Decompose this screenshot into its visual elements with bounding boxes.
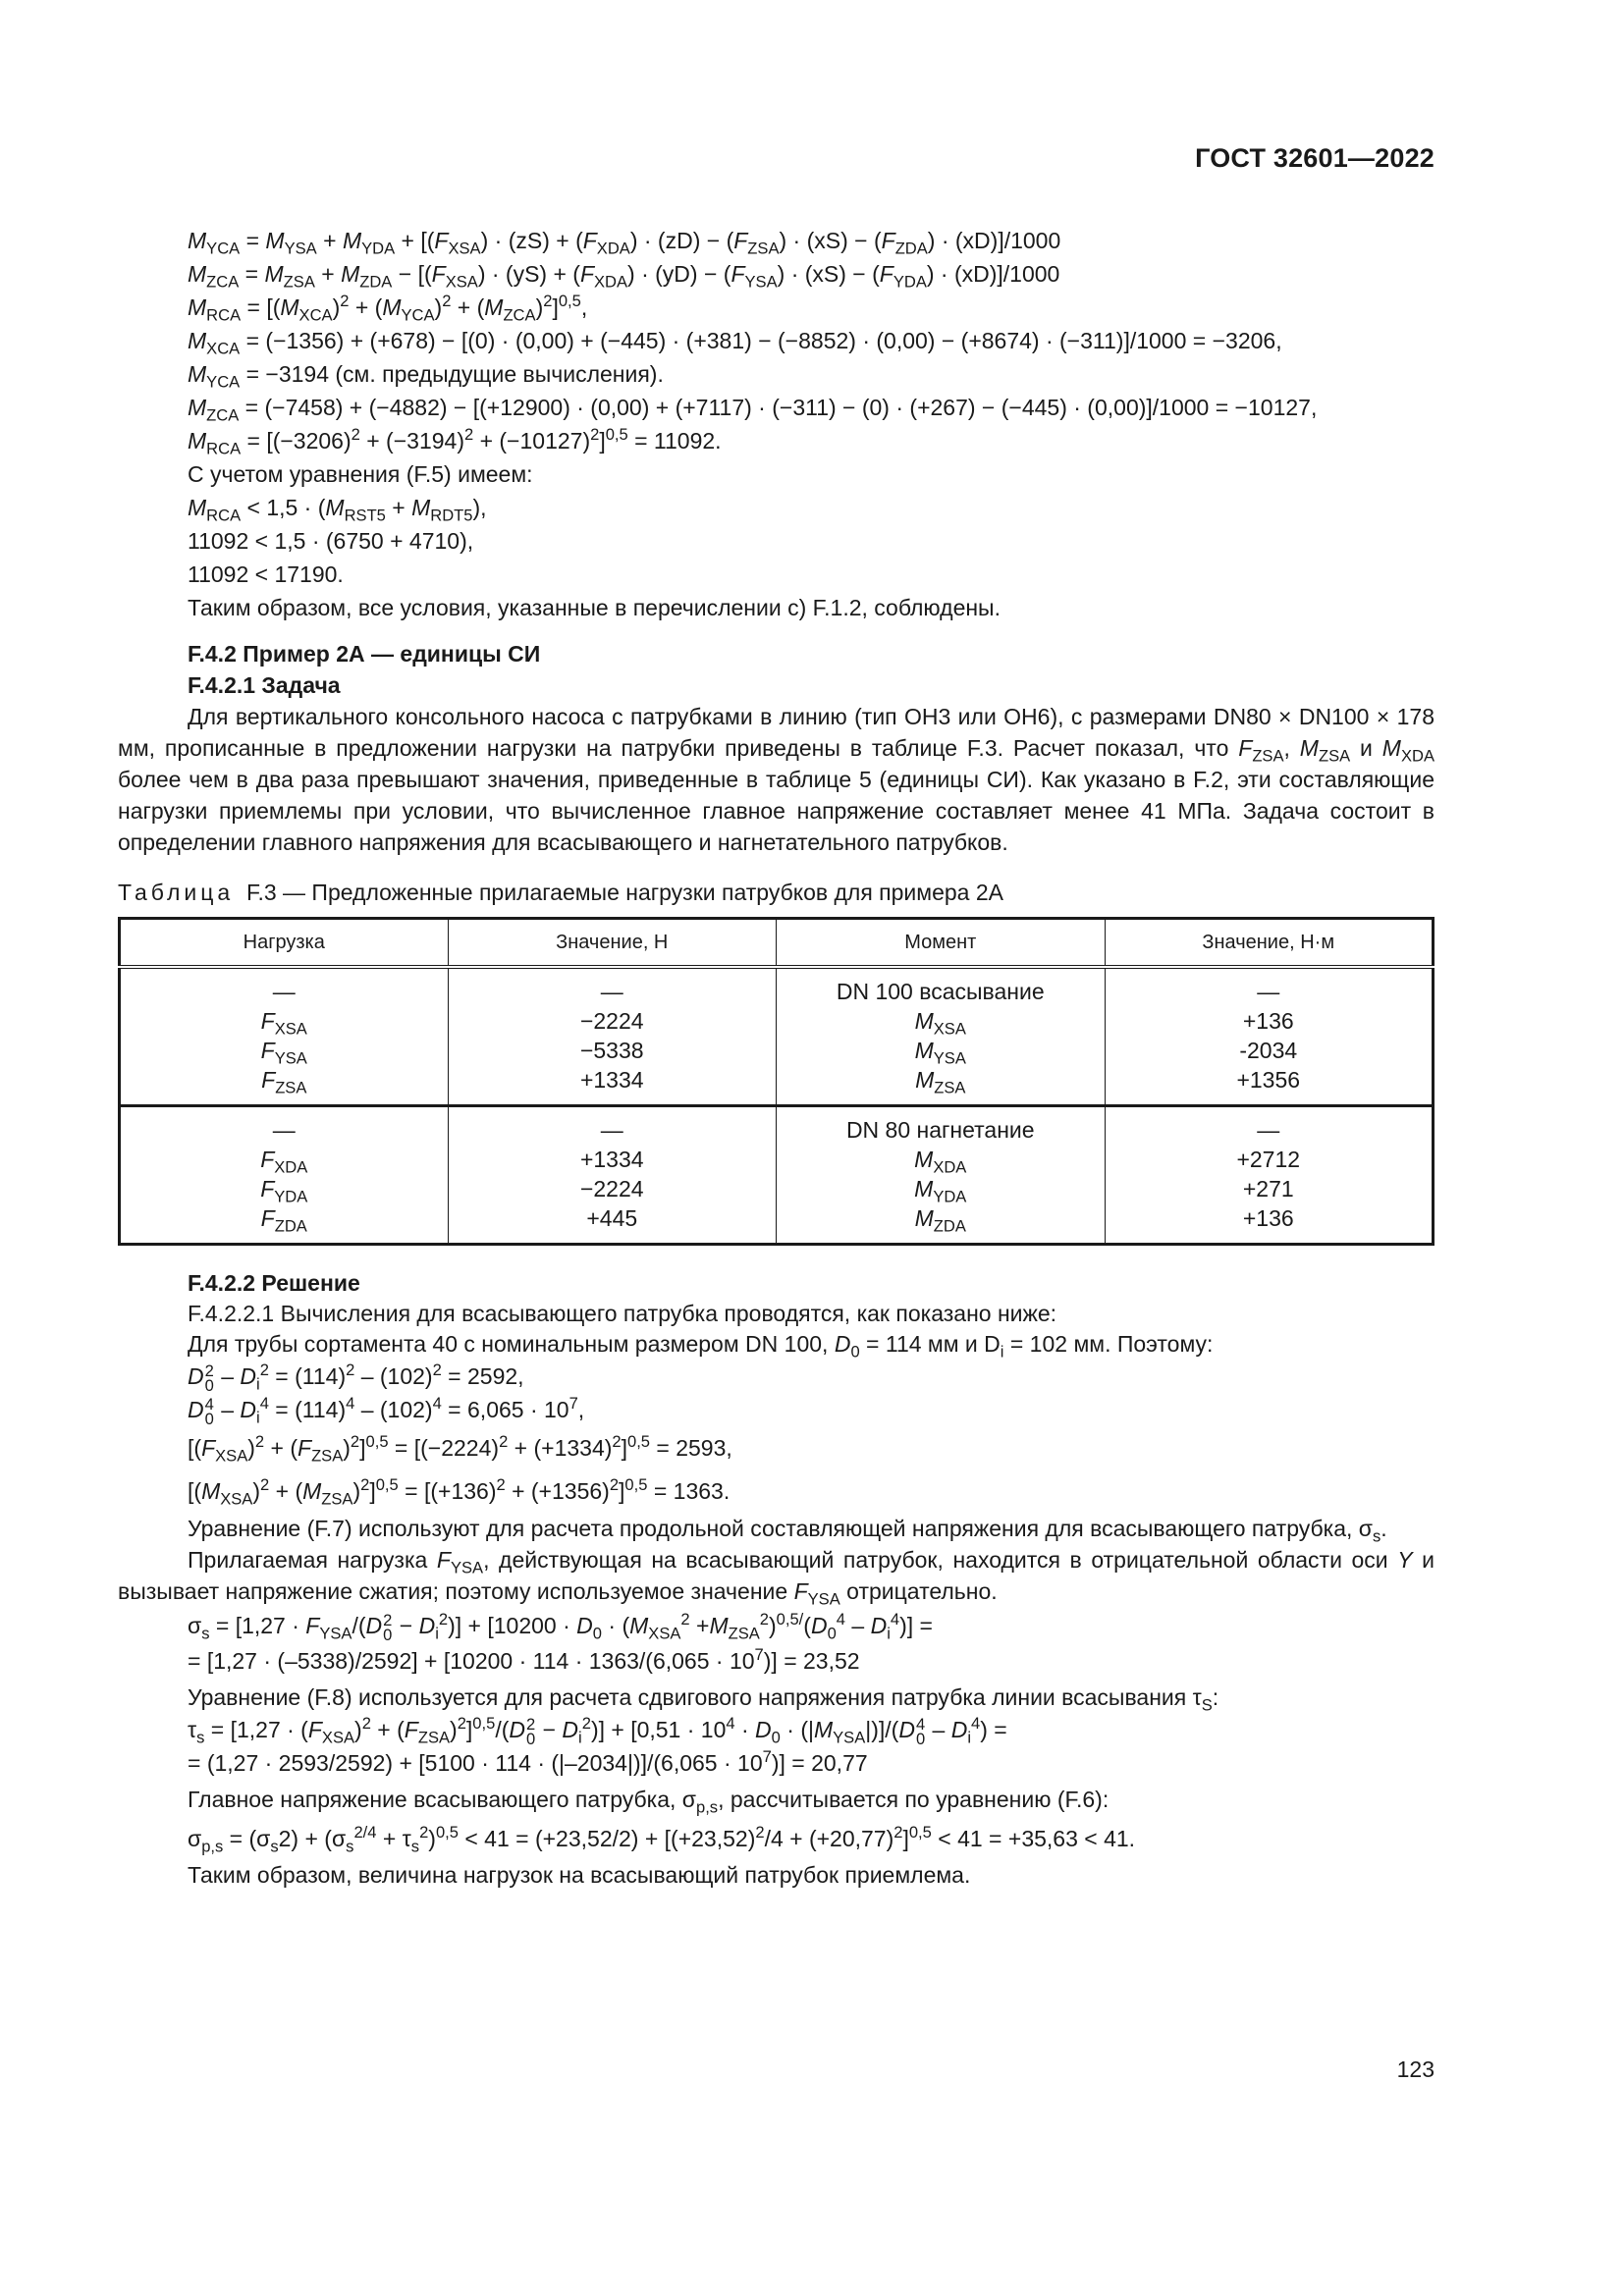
tau-s-result: = $(1,27 \cdot 2593/2592) + [5100 \cdot 114 \cdot (|-2034|)]/(6,065 \cdot 10^7)] = 20,77$ — [188, 1746, 868, 1776]
column-header-value-nm: Значение, Н·м — [1105, 919, 1434, 968]
table-row — [120, 967, 1434, 1106]
page-number: 123 — [1396, 2056, 1435, 2082]
solution-intro: F.4.2.2.1 Вычисления для всасывающего патрубка проводятся, как показано ниже: — [188, 1301, 1057, 1326]
section-heading-f42: F.4.2 Пример 2А — единицы СИ — [188, 641, 541, 667]
calc-mrca: $M_{RCA} = [(-3206)^2 + (-3194)^2 + (-10127)^2]^{0,5} = 11092$. — [188, 424, 722, 458]
loads-table — [118, 917, 1435, 1246]
main-stress-formula: $\sigma_{p,s} = (\sigma_s2) + (\sigma_s^{2/4} + \tau_s^2)^{0,5} < 41 = (+23,52/2) + [(+23,52)^2/4 + (+20,77)^2]^{0,5} < 41 = +35,63 < 41$. — [188, 1822, 1136, 1856]
moment-values: — +2712 +271 +136 — [1105, 1106, 1434, 1245]
calc-mxca: $M_{XCA} = (-1356) + (+678) - [(0) \cdot (0,00) + (-445) \cdot (+381) - (-8852) \cdot (0,00) - (+8674) \cdot (-311)]/1000 = -3206$, — [188, 328, 1282, 358]
column-header-value-n: Значение, Н — [448, 919, 777, 968]
calc-myca: $M_{YCA} = -3194$ (см. предыдущие вычисления). — [188, 361, 664, 392]
inequality-3: 11092 < 17190. — [188, 561, 344, 587]
table-row — [120, 1106, 1434, 1245]
eq-f7-paragraph: Уравнение (F.7) используют для расчета продольной составляющей напряжения для всасывающего патрубка, $\sigma_s$. — [188, 1516, 1387, 1546]
text-uchetom: С учетом уравнения (F.5) имеем: — [188, 461, 533, 487]
inequality-1: $M_{RCA} < 1,5 \cdot (M_{RST5} + M_{RDT5})$, — [188, 495, 487, 525]
load-values: — −2224 −5338 +1334 — [448, 967, 777, 1106]
calc-d4: D 4 0 – $D_i^4 = (114)^4 - (102)^4 = 6,065 \cdot 10^7$, — [188, 1393, 585, 1429]
pipe-dims: Для трубы сортамента 40 с номинальным размером DN 100, $D_0 = 114$ мм и $D_i = 102$ мм. Поэтому: — [188, 1331, 1214, 1362]
calc-fxz: $[(F_{XSA})^2 + (F_{ZSA})^2]^{0,5} = [(-2224)^2 + (+1334)^2]^{0,5} = 2593$, — [188, 1431, 732, 1466]
sigma-s-formula: $\sigma_s = [1,27 \cdot F_{YSA}/(D$ 2 0 − $D_i^2)] + [10200 \cdot D_0 \cdot (M_{XSA}^2 +M_{ZSA}^2)^{0,5/}(D_0^4 - D_i^4)]$ = — [188, 1609, 933, 1645]
calc-mzca: $M_{ZCA} = (-7458) + (-4882) - [(+12900) \cdot (0,00) + (+7117) \cdot (-311) - (0) \cdot (+267) - (-445) \cdot (0,00)]/1000 = -10127$, — [188, 395, 1318, 425]
column-header-load: Нагрузка — [120, 919, 449, 968]
section-heading-f421: F.4.2.1 Задача — [188, 672, 341, 698]
page-content — [118, 224, 1435, 1892]
column-header-moment: Момент — [777, 919, 1106, 968]
formula-mzca: $M_{ZCA} = M_{ZSA} + M_{ZDA} - [(F_{XSA}) \cdot (yS) + (F_{XDA}) \cdot (yD) - (F_{YSA}) \cdot (xS) - (F_{YDA}) \cdot (xD)]/1000$ — [188, 261, 1060, 292]
load-values: — +1334 −2224 +445 — [448, 1106, 777, 1245]
load-paragraph: Прилагаемая нагрузка $F_{YSA}$, действующая на всасывающий патрубок, находится в отрицательной области оси Y и вызывает напряжение сжатия; поэтому используемое значение $F_{YSA}$ отрицательно. — [118, 1547, 1435, 1609]
section-heading-f422: F.4.2.2 Решение — [188, 1270, 360, 1296]
load-names: — $F_{XDA}$ $F_{YDA}$ $F_{ZDA}$ — [120, 1106, 449, 1245]
moment-names: DN 80 нагнетание $M_{XDA}$ $M_{YDA}$ $M_{ZDA}$ — [777, 1106, 1106, 1245]
formula-mrca: $M_{RCA} = [(M_{XCA})^2 + (M_{YCA})^2 + (M_{ZCA})^2]^{0,5}$, — [188, 291, 588, 325]
inequality-2: 11092 < 1,5 · (6750 + 4710), — [188, 528, 474, 554]
conclusion-1: Таким образом, все условия, указанные в перечислении с) F.1.2, соблюдены. — [188, 595, 1001, 620]
moment-values: — +136 -2034 +1356 — [1105, 967, 1434, 1106]
load-names: — $F_{XSA}$ $F_{YSA}$ $F_{ZSA}$ — [120, 967, 449, 1106]
sigma-s-result: = $[1,27 \cdot (-5338)/2592] + [10200 \cdot 114 \cdot 1363/(6,065 \cdot 10^7)] = 23,52$ — [188, 1644, 860, 1674]
conclusion-2: Таким образом, величина нагрузок на всасывающий патрубок приемлема. — [188, 1862, 971, 1888]
task-paragraph: Для вертикального консольного насоса с патрубками в линию (тип ОН3 или ОН6), с размерами DN80 × DN100 × 178 мм, прописанные в предложении нагрузки на патрубки приведены в таблице F.3. Расчет показал, что $F_{ZSA}$, $M_{ZSA}$ и $M_{XDA}$ более чем в два раза превышают значения, приведенные в таблице 5 (единицы СИ). Как указано в F.2, эти составляющие нагрузки приемлемы при условии, что вычисленное главное напряжение составляет менее 41 МПа. Задача состоит в определении главного напряжения для всасывающего и нагнетательного патрубков. — [118, 704, 1435, 855]
document-code: ГОСТ 32601—2022 — [1195, 143, 1435, 173]
moment-names: DN 100 всасывание $M_{XSA}$ $M_{YSA}$ $M_{ZSA}$ — [777, 967, 1106, 1106]
tau-s-formula: $\tau_s = [1,27 \cdot (F_{XSA})^2 + (F_{ZSA})^2]^{0,5}/(D$ 2 0 − $D_i^2)] + [0,51 \cdot 10^4 \cdot D_0 \cdot (|M_{YSA}|)]/(D$ 4 0 – $D_i^4$) = — [188, 1713, 1007, 1749]
formula-myca: $M_{YCA} = M_{YSA} + M_{YDA} + [(F_{XSA}) \cdot (zS) + (F_{XDA}) \cdot (zD) - (F_{ZSA}) \cdot (xS) - (F_{ZDA}) \cdot (xD)]/1000$ — [188, 228, 1061, 258]
main-stress-line: Главное напряжение всасывающего патрубка, $\sigma_{p,s}$, рассчитывается по уравнению (F.6): — [188, 1787, 1110, 1817]
table-caption: Таблица F.3 — Предложенные прилагаемые нагрузки патрубков для примера 2А — [118, 880, 1003, 905]
calc-d2: D 2 0 – $D_i^2 = (114)^2 - (102)^2 = 2592$, — [188, 1360, 524, 1396]
calc-mxz: $[(M_{XSA})^2 + (M_{ZSA})^2]^{0,5} = [(+136)^2 + (+1356)^2]^{0,5} = 1363$. — [188, 1474, 731, 1509]
eq-f8-line: Уравнение (F.8) используется для расчета сдвигового напряжения патрубка линии всасывания $\tau_S$: — [188, 1684, 1219, 1715]
